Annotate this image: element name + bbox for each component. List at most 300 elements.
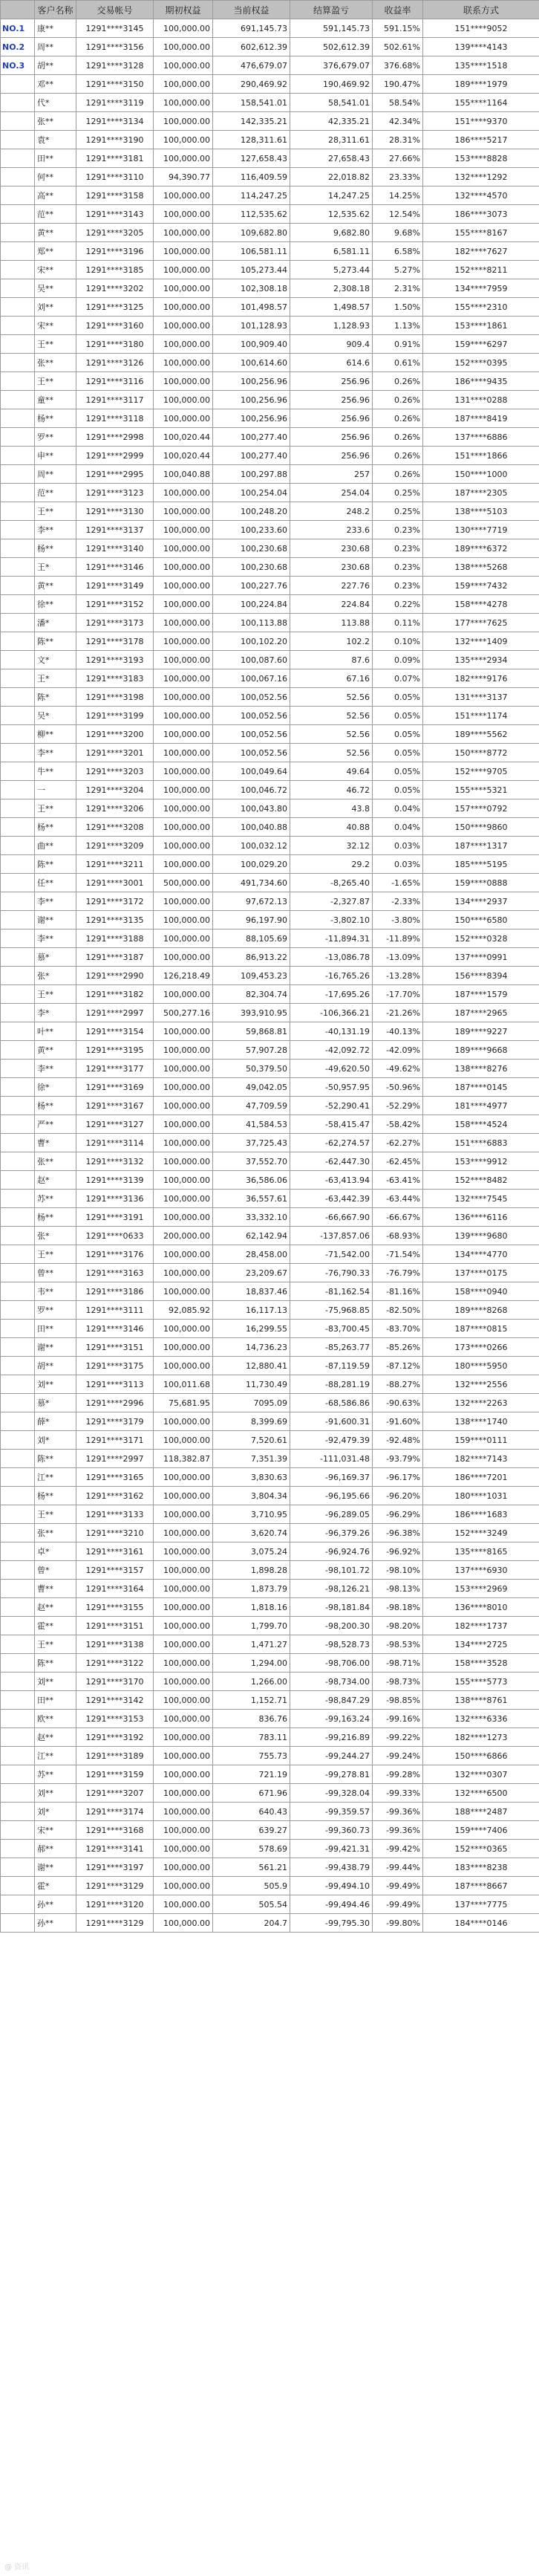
return-rate: -2.33%	[373, 892, 423, 911]
settled-pnl: -62,274.57	[290, 1134, 373, 1152]
table-row	[1, 1208, 539, 1227]
rank-label	[1, 1078, 35, 1097]
return-rate: 2.31%	[373, 279, 423, 298]
rank-label	[1, 521, 35, 539]
customer-name: 谢**	[35, 1338, 76, 1357]
initial-equity: 100,000.00	[154, 242, 213, 261]
account-number: 1291****2995	[76, 465, 154, 484]
settled-pnl: 27,658.43	[290, 149, 373, 168]
table-row	[1, 892, 539, 911]
return-rate: 0.05%	[373, 744, 423, 762]
current-equity: 88,105.69	[213, 929, 290, 948]
current-equity: 7,520.61	[213, 1431, 290, 1450]
rank-label	[1, 837, 35, 855]
settled-pnl: -3,802.10	[290, 911, 373, 929]
account-number: 1291****3182	[76, 985, 154, 1004]
settled-pnl: 2,308.18	[290, 279, 373, 298]
settled-pnl: -96,195.66	[290, 1487, 373, 1505]
account-number: 1291****3190	[76, 131, 154, 149]
current-equity: 100,052.56	[213, 744, 290, 762]
initial-equity: 75,681.95	[154, 1394, 213, 1412]
table-row	[1, 409, 539, 428]
return-rate: 0.23%	[373, 558, 423, 577]
table-row	[1, 279, 539, 298]
customer-name: 刘**	[35, 1784, 76, 1803]
customer-name: 张*	[35, 967, 76, 985]
settled-pnl: -111,031.48	[290, 1450, 373, 1468]
rank-label	[1, 1747, 35, 1765]
settled-pnl: -52,290.41	[290, 1097, 373, 1115]
rank-label	[1, 447, 35, 465]
initial-equity: 100,000.00	[154, 539, 213, 558]
settled-pnl: -40,131.19	[290, 1022, 373, 1041]
table-row	[1, 354, 539, 372]
rank-label	[1, 1803, 35, 1821]
current-equity: 505.9	[213, 1877, 290, 1895]
table-row	[1, 1245, 539, 1264]
account-number: 1291****3165	[76, 1468, 154, 1487]
settled-pnl: 14,247.25	[290, 186, 373, 205]
rank-label	[1, 242, 35, 261]
account-number: 1291****3198	[76, 688, 154, 707]
current-equity: 106,581.11	[213, 242, 290, 261]
initial-equity: 100,000.00	[154, 669, 213, 688]
contact: 131****0288	[423, 391, 539, 409]
return-rate: 0.23%	[373, 521, 423, 539]
contact: 132****7545	[423, 1190, 539, 1208]
initial-equity: 100,000.00	[154, 1022, 213, 1041]
customer-name: 陈**	[35, 1450, 76, 1468]
contact: 182****1273	[423, 1728, 539, 1747]
return-rate: 0.10%	[373, 632, 423, 651]
current-equity: 28,458.00	[213, 1245, 290, 1264]
customer-name: 徐*	[35, 1078, 76, 1097]
rank-label	[1, 1208, 35, 1227]
table-row	[1, 539, 539, 558]
table-row	[1, 1450, 539, 1468]
customer-name: 曹*	[35, 1134, 76, 1152]
settled-pnl: -96,169.37	[290, 1468, 373, 1487]
return-rate: 0.25%	[373, 484, 423, 502]
return-rate: -96.17%	[373, 1468, 423, 1487]
rank-label	[1, 149, 35, 168]
rank-label	[1, 1765, 35, 1784]
table-row	[1, 1542, 539, 1561]
customer-name: 李**	[35, 521, 76, 539]
contact: 150****6580	[423, 911, 539, 929]
return-rate: -98.53%	[373, 1635, 423, 1654]
table-row	[1, 948, 539, 967]
customer-name: 张**	[35, 1524, 76, 1542]
contact: 153****1861	[423, 317, 539, 335]
initial-equity: 100,000.00	[154, 744, 213, 762]
contact: 159****0888	[423, 874, 539, 892]
current-equity: 102,308.18	[213, 279, 290, 298]
contact: 152****9705	[423, 762, 539, 781]
return-rate: 0.22%	[373, 595, 423, 614]
table-row	[1, 242, 539, 261]
initial-equity: 100,000.00	[154, 409, 213, 428]
current-equity: 100,230.68	[213, 558, 290, 577]
account-number: 1291****3110	[76, 168, 154, 186]
account-number: 1291****3169	[76, 1078, 154, 1097]
initial-equity: 500,277.16	[154, 1004, 213, 1022]
account-number: 1291****2996	[76, 1394, 154, 1412]
contact: 189****1979	[423, 75, 539, 94]
rank-label	[1, 465, 35, 484]
initial-equity: 92,085.92	[154, 1301, 213, 1320]
account-number: 1291****3187	[76, 948, 154, 967]
initial-equity: 100,000.00	[154, 799, 213, 818]
settled-pnl: 230.68	[290, 558, 373, 577]
account-number: 1291****2998	[76, 428, 154, 447]
table-row	[1, 224, 539, 242]
current-equity: 100,040.88	[213, 818, 290, 837]
rank-label	[1, 224, 35, 242]
return-rate: -17.70%	[373, 985, 423, 1004]
settled-pnl: 43.8	[290, 799, 373, 818]
rank-label	[1, 168, 35, 186]
table-row	[1, 1320, 539, 1338]
rank-label	[1, 1598, 35, 1617]
account-number: 1291****3164	[76, 1580, 154, 1598]
settled-pnl: -87,119.59	[290, 1357, 373, 1375]
contact: 152****0365	[423, 1840, 539, 1858]
initial-equity: 100,000.00	[154, 521, 213, 539]
customer-name: 赵**	[35, 1728, 76, 1747]
rank-label	[1, 1357, 35, 1375]
table-row	[1, 1375, 539, 1394]
return-rate: -3.80%	[373, 911, 423, 929]
account-number: 1291****3138	[76, 1635, 154, 1654]
table-row	[1, 707, 539, 725]
current-equity: 23,209.67	[213, 1264, 290, 1282]
return-rate: 0.03%	[373, 837, 423, 855]
table-row	[1, 1580, 539, 1598]
return-rate: 58.54%	[373, 94, 423, 112]
table-row	[1, 1654, 539, 1673]
initial-equity: 100,000.00	[154, 1171, 213, 1190]
contact: 137****7775	[423, 1895, 539, 1914]
contact: 159****0111	[423, 1431, 539, 1450]
contact: 182****9176	[423, 669, 539, 688]
rank-label	[1, 855, 35, 874]
customer-name: 王*	[35, 558, 76, 577]
contact: 177****7625	[423, 614, 539, 632]
current-equity: 7,351.39	[213, 1450, 290, 1468]
initial-equity: 100,000.00	[154, 948, 213, 967]
customer-name: 胡**	[35, 1357, 76, 1375]
account-number: 1291****3168	[76, 1821, 154, 1840]
account-number: 1291****3117	[76, 391, 154, 409]
settled-pnl: -98,706.00	[290, 1654, 373, 1673]
contact: 153****9912	[423, 1152, 539, 1171]
contact: 137****0175	[423, 1264, 539, 1282]
customer-name: 邓**	[35, 75, 76, 94]
return-rate: 14.25%	[373, 186, 423, 205]
current-equity: 476,679.07	[213, 56, 290, 75]
table-row	[1, 669, 539, 688]
table-row	[1, 502, 539, 521]
rank-label	[1, 669, 35, 688]
initial-equity: 100,000.00	[154, 614, 213, 632]
contact: 180****1031	[423, 1487, 539, 1505]
contact: 134****2725	[423, 1635, 539, 1654]
settled-pnl: -99,494.46	[290, 1895, 373, 1914]
table-row	[1, 168, 539, 186]
current-equity: 127,658.43	[213, 149, 290, 168]
settled-pnl: -63,442.39	[290, 1190, 373, 1208]
return-rate: -90.63%	[373, 1394, 423, 1412]
customer-name: 刘*	[35, 1431, 76, 1450]
contact: 187****0815	[423, 1320, 539, 1338]
initial-equity: 100,000.00	[154, 1728, 213, 1747]
return-rate: 0.23%	[373, 539, 423, 558]
return-rate: -1.65%	[373, 874, 423, 892]
account-number: 1291****3171	[76, 1431, 154, 1450]
settled-pnl: -66,667.90	[290, 1208, 373, 1227]
initial-equity: 100,000.00	[154, 205, 213, 224]
account-number: 1291****3185	[76, 261, 154, 279]
account-number: 1291****3179	[76, 1412, 154, 1431]
account-number: 1291****3141	[76, 1840, 154, 1858]
initial-equity: 100,000.00	[154, 335, 213, 354]
current-equity: 100,233.60	[213, 521, 290, 539]
table-row	[1, 1673, 539, 1691]
current-equity: 100,614.60	[213, 354, 290, 372]
initial-equity: 100,000.00	[154, 1914, 213, 1933]
table-row	[1, 1728, 539, 1747]
return-rate: 42.34%	[373, 112, 423, 131]
account-number: 1291****3157	[76, 1561, 154, 1580]
contact: 187****8419	[423, 409, 539, 428]
contact: 134****2937	[423, 892, 539, 911]
current-equity: 33,332.10	[213, 1208, 290, 1227]
account-number: 1291****3188	[76, 929, 154, 948]
rank-label	[1, 595, 35, 614]
account-number: 1291****3118	[76, 409, 154, 428]
customer-name: 谢**	[35, 1858, 76, 1877]
customer-name: 任**	[35, 874, 76, 892]
return-rate: 1.50%	[373, 298, 423, 317]
return-rate: -99.33%	[373, 1784, 423, 1803]
initial-equity: 100,000.00	[154, 632, 213, 651]
rank-label	[1, 261, 35, 279]
header-rank	[1, 1, 35, 19]
table-row	[1, 985, 539, 1004]
contact: 152****3249	[423, 1524, 539, 1542]
contact: 132****1292	[423, 168, 539, 186]
settled-pnl: 256.96	[290, 447, 373, 465]
return-rate: -99.36%	[373, 1821, 423, 1840]
initial-equity: 100,000.00	[154, 1097, 213, 1115]
account-number: 1291****3135	[76, 911, 154, 929]
account-number: 1291****3176	[76, 1245, 154, 1264]
rank-label	[1, 1115, 35, 1134]
customer-name: 谢**	[35, 911, 76, 929]
settled-pnl: -50,957.95	[290, 1078, 373, 1097]
customer-name: 杨**	[35, 1097, 76, 1115]
initial-equity: 100,000.00	[154, 224, 213, 242]
return-rate: -58.42%	[373, 1115, 423, 1134]
return-rate: 0.07%	[373, 669, 423, 688]
settled-pnl: 257	[290, 465, 373, 484]
initial-equity: 100,000.00	[154, 354, 213, 372]
customer-name: 袁*	[35, 131, 76, 149]
account-number: 1291****3125	[76, 298, 154, 317]
settled-pnl: -98,528.73	[290, 1635, 373, 1654]
initial-equity: 100,000.00	[154, 1338, 213, 1357]
rank-label	[1, 1338, 35, 1357]
settled-pnl: 256.96	[290, 409, 373, 428]
table-row	[1, 1152, 539, 1171]
table-row	[1, 1635, 539, 1654]
rank-label	[1, 131, 35, 149]
table-row	[1, 112, 539, 131]
rank-label	[1, 1375, 35, 1394]
rank-label	[1, 298, 35, 317]
table-row	[1, 484, 539, 502]
return-rate: -52.29%	[373, 1097, 423, 1115]
customer-name: 陈*	[35, 688, 76, 707]
contact: 152****0328	[423, 929, 539, 948]
return-rate: -99.49%	[373, 1877, 423, 1895]
current-equity: 112,535.62	[213, 205, 290, 224]
customer-name: 田**	[35, 1320, 76, 1338]
customer-name: 苏**	[35, 1765, 76, 1784]
return-rate: 0.26%	[373, 391, 423, 409]
account-number: 1291****3149	[76, 577, 154, 595]
settled-pnl: -42,092.72	[290, 1041, 373, 1060]
rank-label	[1, 558, 35, 577]
contact: 159****7406	[423, 1821, 539, 1840]
return-rate: -99.16%	[373, 1710, 423, 1728]
rank-label	[1, 1134, 35, 1152]
table-row	[1, 1022, 539, 1041]
contact: 132****4570	[423, 186, 539, 205]
rank-label	[1, 1320, 35, 1338]
initial-equity: 100,000.00	[154, 391, 213, 409]
account-number: 1291****3111	[76, 1301, 154, 1320]
table-row	[1, 1617, 539, 1635]
customer-name: 王**	[35, 502, 76, 521]
settled-pnl: 40.88	[290, 818, 373, 837]
initial-equity: 100,000.00	[154, 1412, 213, 1431]
contact: 152****8482	[423, 1171, 539, 1190]
settled-pnl: 224.84	[290, 595, 373, 614]
return-rate: 0.26%	[373, 447, 423, 465]
contact: 189****9668	[423, 1041, 539, 1060]
contact: 188****2487	[423, 1803, 539, 1821]
current-equity: 100,277.40	[213, 428, 290, 447]
table-row	[1, 837, 539, 855]
table-row	[1, 1060, 539, 1078]
customer-name: 王*	[35, 669, 76, 688]
customer-name: 高**	[35, 186, 76, 205]
current-equity: 100,113.88	[213, 614, 290, 632]
return-rate: -82.50%	[373, 1301, 423, 1320]
table-row	[1, 1747, 539, 1765]
current-equity: 86,913.22	[213, 948, 290, 967]
return-rate: -63.44%	[373, 1190, 423, 1208]
account-number: 1291****3152	[76, 595, 154, 614]
return-rate: -98.85%	[373, 1691, 423, 1710]
rank-label	[1, 1468, 35, 1487]
table-row	[1, 1914, 539, 1933]
customer-name: 赵*	[35, 1171, 76, 1190]
contact: 158****0940	[423, 1282, 539, 1301]
contact: 189****5562	[423, 725, 539, 744]
current-equity: 1,266.00	[213, 1673, 290, 1691]
customer-name: 孙**	[35, 1914, 76, 1933]
initial-equity: 94,390.77	[154, 168, 213, 186]
rank-label	[1, 1412, 35, 1431]
account-number: 1291****3133	[76, 1505, 154, 1524]
initial-equity: 100,000.00	[154, 911, 213, 929]
current-equity: 47,709.59	[213, 1097, 290, 1115]
contact: 151****9052	[423, 19, 539, 38]
customer-name: 吴**	[35, 279, 76, 298]
customer-name: 田**	[35, 1691, 76, 1710]
table-row	[1, 1134, 539, 1152]
rank-label	[1, 317, 35, 335]
customer-name: 李**	[35, 744, 76, 762]
table-row	[1, 1877, 539, 1895]
current-equity: 100,029.20	[213, 855, 290, 874]
return-rate: 12.54%	[373, 205, 423, 224]
account-number: 1291****3173	[76, 614, 154, 632]
rank-label	[1, 614, 35, 632]
contact: 187****8667	[423, 1877, 539, 1895]
initial-equity: 100,000.00	[154, 1803, 213, 1821]
account-number: 1291****3205	[76, 224, 154, 242]
settled-pnl: -99,244.27	[290, 1747, 373, 1765]
current-equity: 100,256.96	[213, 372, 290, 391]
initial-equity: 100,000.00	[154, 781, 213, 799]
customer-name: 李**	[35, 892, 76, 911]
initial-equity: 100,000.00	[154, 1134, 213, 1152]
rank-label: NO.3	[1, 56, 35, 75]
initial-equity: 100,000.00	[154, 1208, 213, 1227]
return-rate: -93.79%	[373, 1450, 423, 1468]
account-number: 1291****3158	[76, 186, 154, 205]
account-number: 1291****2999	[76, 447, 154, 465]
current-equity: 105,273.44	[213, 261, 290, 279]
rank-label	[1, 279, 35, 298]
account-number: 1291****3174	[76, 1803, 154, 1821]
customer-name: 牛**	[35, 762, 76, 781]
account-number: 1291****3143	[76, 205, 154, 224]
settled-pnl: 87.6	[290, 651, 373, 669]
table-row	[1, 855, 539, 874]
header-initial-equity: 期初权益	[154, 1, 213, 19]
return-rate: -42.09%	[373, 1041, 423, 1060]
account-number: 1291****3181	[76, 149, 154, 168]
initial-equity: 100,000.00	[154, 131, 213, 149]
initial-equity: 100,000.00	[154, 762, 213, 781]
contact: 137****0991	[423, 948, 539, 967]
current-equity: 578.69	[213, 1840, 290, 1858]
rank-label	[1, 205, 35, 224]
table-row	[1, 521, 539, 539]
current-equity: 100,052.56	[213, 688, 290, 707]
account-number: 1291****3159	[76, 1765, 154, 1784]
settled-pnl: -62,447.30	[290, 1152, 373, 1171]
current-equity: 3,830.63	[213, 1468, 290, 1487]
initial-equity: 100,000.00	[154, 1673, 213, 1691]
customer-name: 王**	[35, 1245, 76, 1264]
return-rate: 0.25%	[373, 502, 423, 521]
